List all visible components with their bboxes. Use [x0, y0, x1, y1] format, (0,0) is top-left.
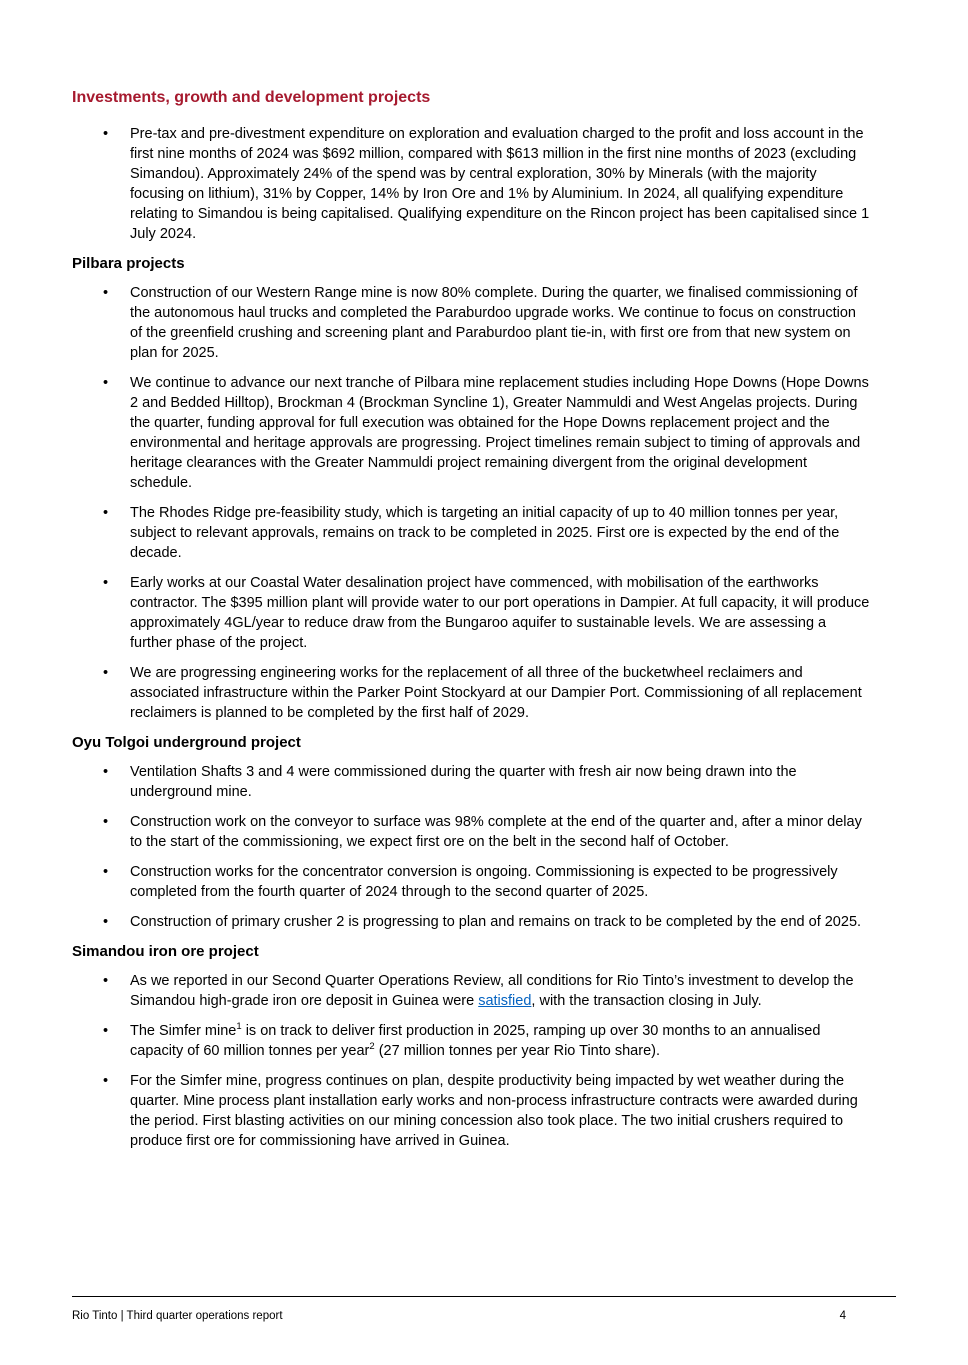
bullet-text: Pre-tax and pre-divestment expenditure on exploration and evaluation charged to the profit and loss account in the first nine months of 2024 was $692 million, compared with $613 million in the first nine months of 2023 (excluding Simandou). Approximately 24% of the spend was by central exploration, 30% by Minerals (with the majority focusing on lithium), 31% by Copper, 14% by Iron Ore and 1% by Aluminium. In 2024, all qualifying expenditure relating to Simandou is being capitalised. Qualifying expenditure on the Rincon project has been capitalised since 1 July 2024. — [130, 126, 870, 242]
report-content — [72, 88, 872, 1161]
page-number: 4 — [839, 1310, 846, 1322]
bullet-text-segment: , with the transaction closing in July. — [531, 993, 762, 1009]
page-footer — [72, 1296, 896, 1323]
list-item — [72, 573, 872, 653]
list-item — [72, 503, 872, 563]
bullet-icon: • — [103, 126, 109, 142]
intro-bullet-list — [72, 124, 872, 244]
bullet-icon: • — [103, 375, 109, 391]
bullet-text-segment: (27 million tonnes per year Rio Tinto share). — [374, 1043, 660, 1059]
bullet-icon: • — [103, 285, 109, 301]
list-item — [72, 762, 872, 802]
footer-row — [72, 1309, 896, 1323]
footnote-ref-2: 2 — [369, 1041, 375, 1053]
list-item — [72, 971, 872, 1011]
bullet-text: Construction of primary crusher 2 is progressing to plan and remains on track to be completed by the end of 2025. — [130, 914, 862, 930]
bullet-text — [130, 1023, 820, 1059]
bullet-text: Ventilation Shafts 3 and 4 were commissioned during the quarter with fresh air now being drawn into the underground mine. — [130, 764, 797, 800]
bullet-icon: • — [103, 973, 109, 989]
bullet-text-segment: The Simfer mine — [130, 1023, 237, 1039]
bullet-icon: • — [103, 914, 109, 930]
bullet-icon: • — [103, 864, 109, 880]
bullet-text: The Rhodes Ridge pre-feasibility study, which is targeting an initial capacity of up to 40 million tonnes per year, subject to relevant approvals, remains on track to be completed in 2025. First ore is expected by the end of the decade. — [130, 505, 840, 561]
footnote-ref-1: 1 — [236, 1021, 242, 1033]
bullet-text: Early works at our Coastal Water desalination project have commenced, with mobilisation of the earthworks contractor. The $395 million plant will provide water to our port operations in Dampier. At full capacity, it will produce approximately 4GL/year to reduce draw from the Bungaroo aquifer to sustainable levels. We are assessing a further phase of the project. — [130, 575, 870, 651]
bullet-text-segment: As we reported in our Second Quarter Operations Review, all conditions for Rio Tinto’s investment to develop the Simandou high-grade iron ore deposit in Guinea were — [130, 973, 854, 1009]
list-item — [72, 1021, 872, 1061]
section-heading-oyu-tolgoi: Oyu Tolgoi underground project — [72, 734, 301, 751]
footer-divider — [72, 1296, 896, 1297]
list-item — [72, 1071, 872, 1151]
bullet-text: We continue to advance our next tranche of Pilbara mine replacement studies including Hope Downs (Hope Downs 2 and Bedded Hilltop), Brockman 4 (Brockman Syncline 1), Greater Nammuldi and West Angelas projects. During the quarter, funding approval for full execution was obtained for the Hope Downs replacement project and the environmental and heritage approvals are progressing. Project timelines remain subject to timing of approvals and heritage clearances with the Greater Nammuldi project remaining divergent from the original development schedule. — [130, 375, 869, 491]
bullet-icon: • — [103, 1023, 109, 1039]
satisfied-link[interactable]: satisfied — [478, 993, 532, 1009]
footer-report-title: Rio Tinto | Third quarter operations report — [72, 1310, 283, 1322]
simandou-bullet-list — [72, 971, 872, 1151]
list-item — [72, 862, 872, 902]
oyu-tolgoi-bullet-list — [72, 762, 872, 932]
bullet-text: Construction of our Western Range mine is now 80% complete. During the quarter, we finalised commissioning of the autonomous haul trucks and completed the Paraburdoo upgrade works. We continue to focus on construction of the greenfield crushing and screening plant and Paraburdoo plant tie-in, with first ore from that new system on plan for 2025. — [130, 285, 858, 361]
page-title: Investments, growth and development projects — [72, 89, 431, 106]
bullet-text — [130, 973, 854, 1009]
section-heading-pilbara: Pilbara projects — [72, 255, 185, 272]
bullet-icon: • — [103, 575, 109, 591]
bullet-icon: • — [103, 505, 109, 521]
bullet-text: For the Simfer mine, progress continues on plan, despite productivity being impacted by wet weather during the quarter. Mine process plant installation early works and non-process infrastructure contracts were awarded during the period. First blasting activities on our mining concession also took place. The two initial crushers required to produce first ore for commissioning have arrived in Guinea. — [130, 1073, 858, 1149]
bullet-icon: • — [103, 665, 109, 681]
section-heading-simandou: Simandou iron ore project — [72, 943, 259, 960]
list-item — [72, 283, 872, 363]
bullet-icon: • — [103, 814, 109, 830]
list-item — [72, 373, 872, 493]
bullet-text: Construction work on the conveyor to surface was 98% complete at the end of the quarter and, after a minor delay to the start of the commissioning, we expect first ore on the belt in the second half of October. — [130, 814, 862, 850]
bullet-icon: • — [103, 764, 109, 780]
bullet-text-segment: is on track to deliver first production in 2025, ramping up over 30 months to an annualised capacity of 60 million tonnes per year — [130, 1023, 821, 1059]
bullet-text: Construction works for the concentrator conversion is ongoing. Commissioning is expected to be progressively completed from the fourth quarter of 2024 through to the second quarter of 2025. — [130, 864, 838, 900]
bullet-icon: • — [103, 1073, 109, 1089]
list-item — [72, 912, 872, 932]
list-item — [72, 124, 872, 244]
list-item — [72, 812, 872, 852]
pilbara-bullet-list — [72, 283, 872, 723]
bullet-text: We are progressing engineering works for the replacement of all three of the bucketwheel reclaimers and associated infrastructure within the Parker Point Stockyard at our Dampier Port. Commissioning of all replacement reclaimers is planned to be completed by the first half of 2029. — [130, 665, 862, 721]
list-item — [72, 663, 872, 723]
